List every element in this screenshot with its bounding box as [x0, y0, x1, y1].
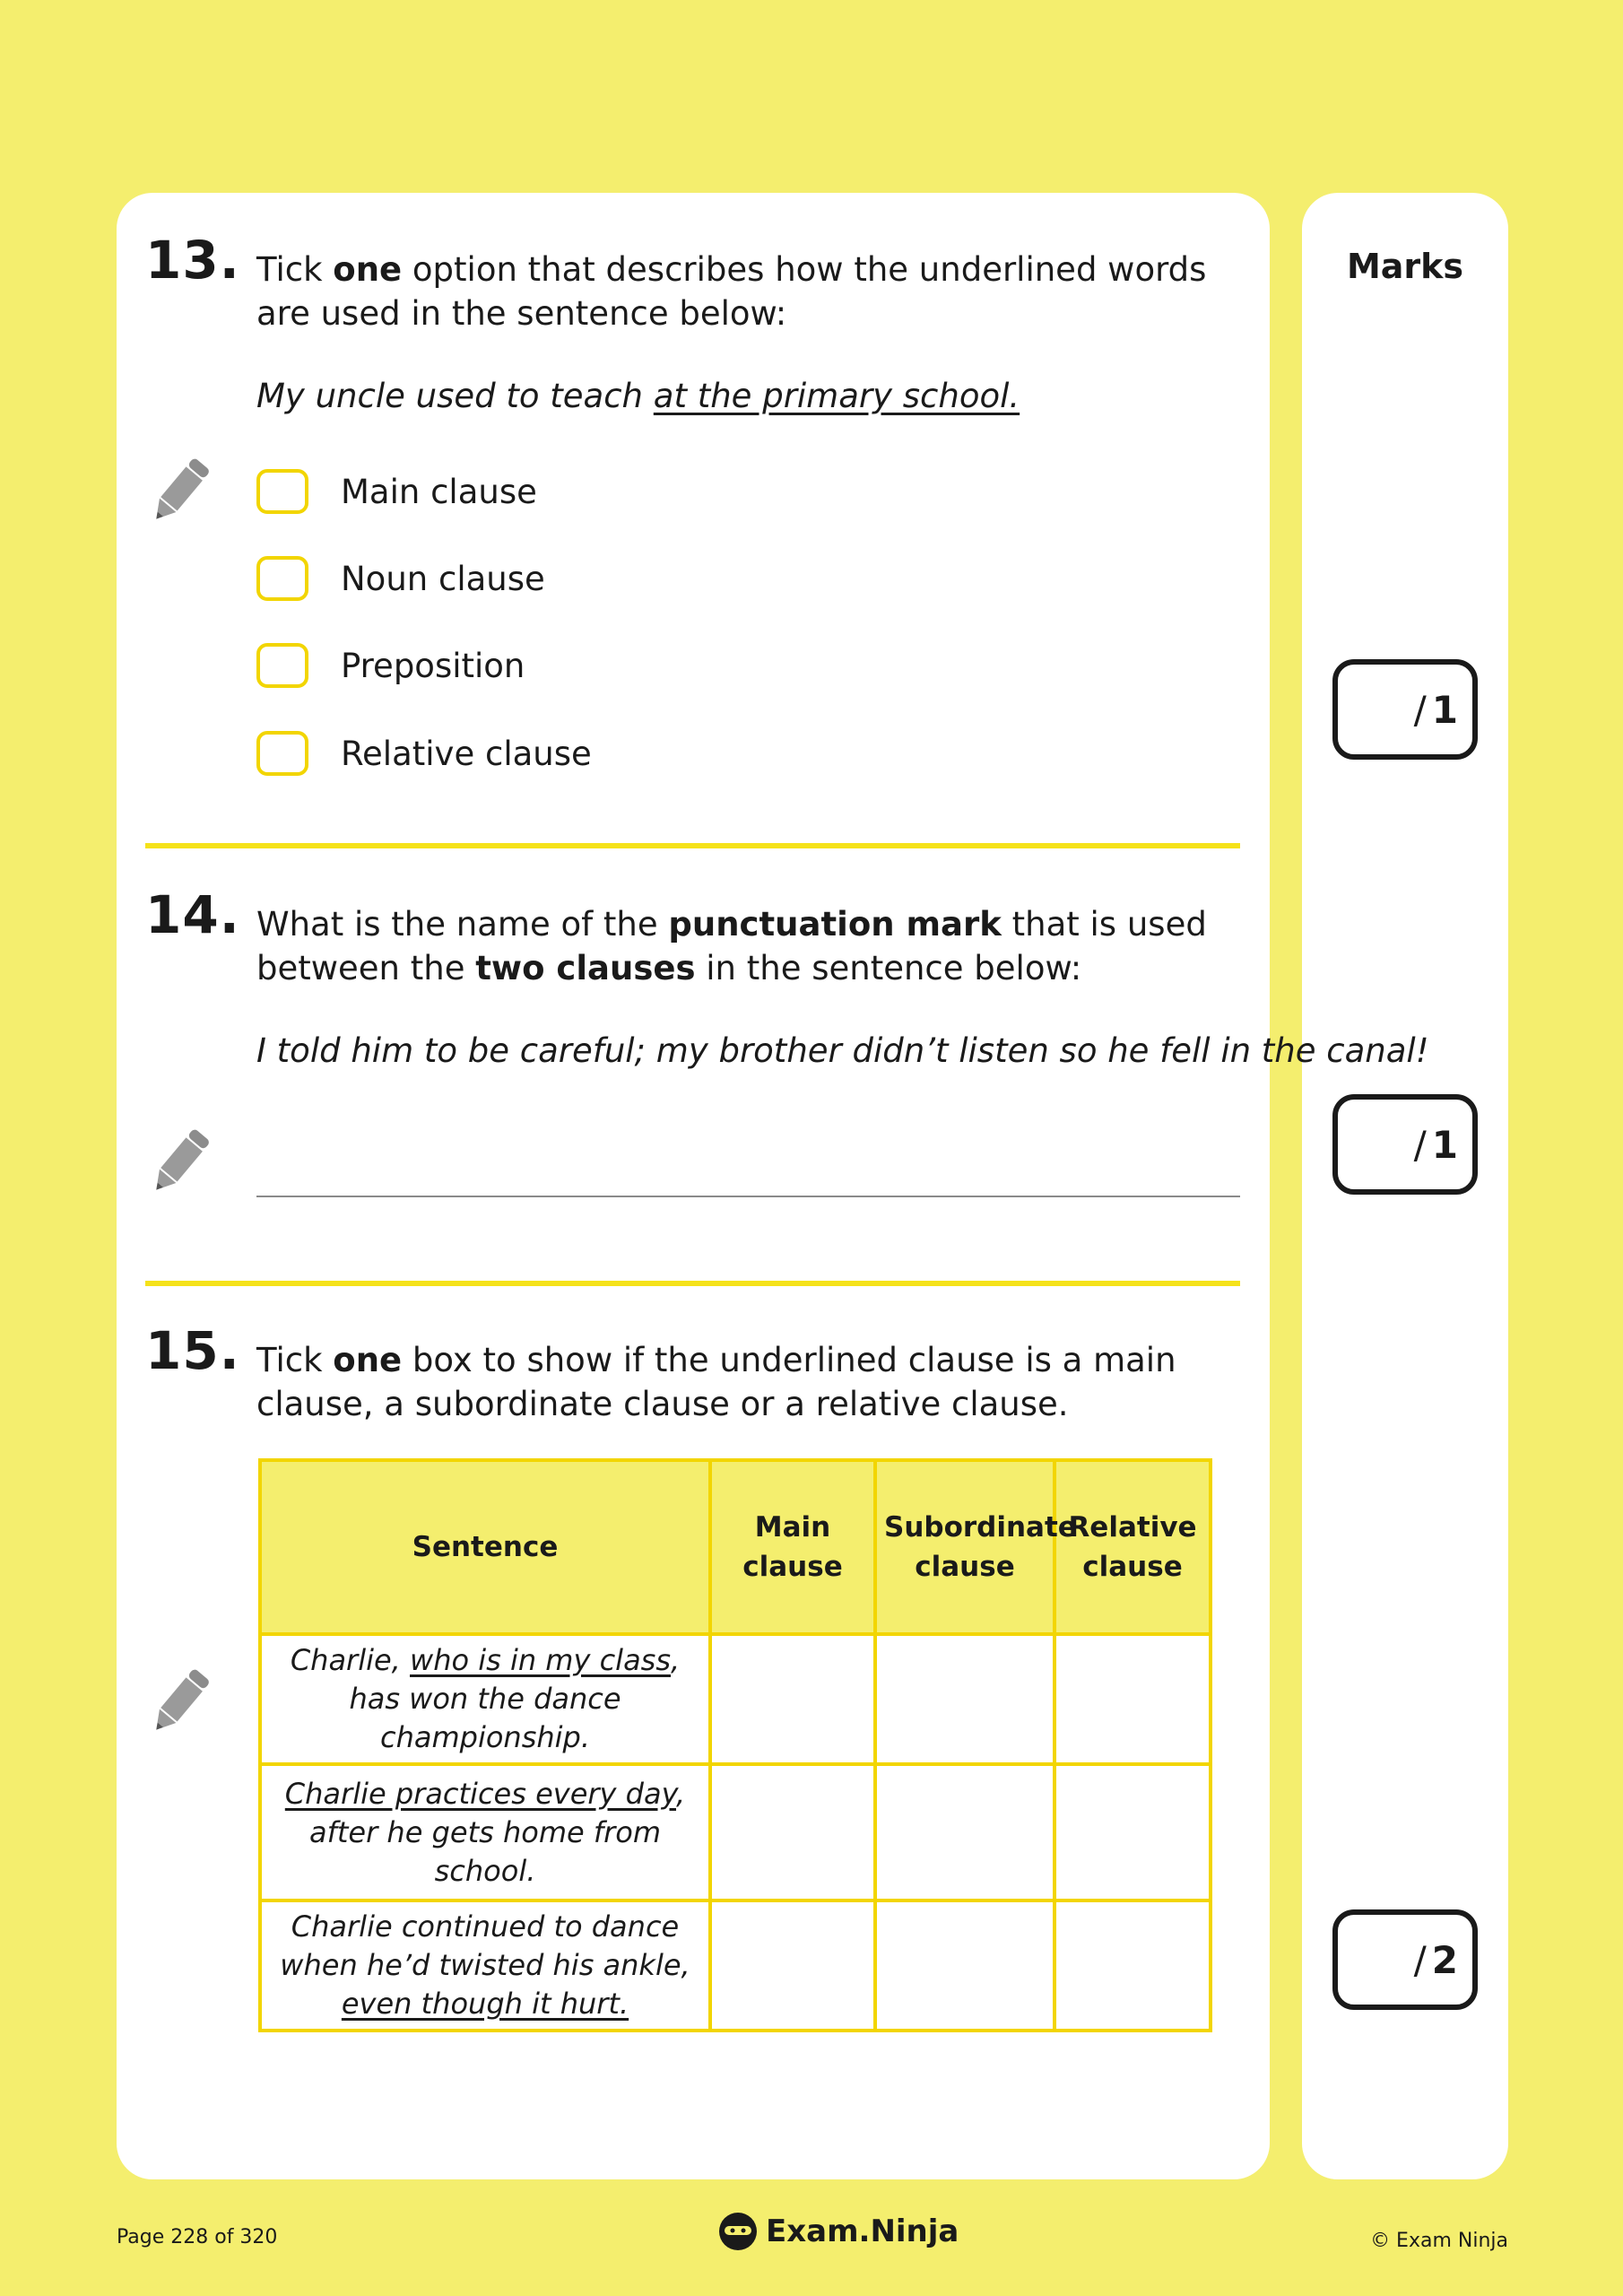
divider	[145, 843, 1240, 848]
pencil-icon	[143, 1126, 215, 1198]
checkbox[interactable]	[256, 556, 308, 601]
q13-mark-box[interactable]: / 1	[1332, 659, 1478, 760]
header-sentence: Sentence	[260, 1460, 710, 1634]
q15-mark-box[interactable]: / 2	[1332, 1909, 1478, 2010]
header-subordinate-clause: Subordinate clause	[875, 1460, 1055, 1634]
q14-mark-total: 1	[1431, 1122, 1458, 1167]
marks-title: Marks	[1346, 247, 1464, 286]
ninja-icon	[717, 2211, 759, 2252]
tick-cell-subordinate[interactable]	[875, 1900, 1055, 2031]
tick-cell-main[interactable]	[710, 1634, 875, 1764]
q13-sentence: My uncle used to teach at the primary school.	[256, 377, 1020, 415]
tick-cell-subordinate[interactable]	[875, 1764, 1055, 1900]
table-row	[260, 1764, 1211, 1900]
q13-option-main-clause[interactable]: Main clause	[256, 468, 537, 515]
row-sentence: Charlie, who is in my class, has won the dance championship.	[260, 1634, 710, 1764]
table-row	[260, 1634, 1211, 1764]
copyright: © Exam Ninja	[1370, 2230, 1508, 2252]
clause-table	[258, 1458, 1212, 2032]
q14-sentence: I told him to be careful; my brother didn’t listen so he fell in the canal!	[256, 1031, 1429, 1070]
q13-option-preposition[interactable]: Preposition	[256, 642, 525, 689]
header-relative-clause: Relative clause	[1055, 1460, 1211, 1634]
tick-cell-relative[interactable]	[1055, 1764, 1211, 1900]
logo-text: Exam.Ninja	[766, 2213, 959, 2249]
q14-answer-line[interactable]	[256, 1196, 1240, 1197]
checkbox[interactable]	[256, 643, 308, 688]
q13-instruction: Tick one option that describes how the underlined words are used in the sentence below:	[256, 250, 1207, 333]
tick-cell-relative[interactable]	[1055, 1900, 1211, 2031]
q14-instruction: What is the name of the punctuation mark that is used between the two clauses in the sentence below:	[256, 905, 1207, 987]
page-number: Page 228 of 320	[117, 2226, 278, 2248]
row-sentence: Charlie continued to dance when he’d twisted his ankle, even though it hurt.	[260, 1900, 710, 2031]
pencil-icon	[143, 1666, 215, 1738]
q13-option-noun-clause[interactable]: Noun clause	[256, 555, 545, 602]
header-main-clause: Main clause	[710, 1460, 875, 1634]
checkbox[interactable]	[256, 469, 308, 514]
q15-number: 15.	[145, 1320, 240, 1381]
tick-cell-relative[interactable]	[1055, 1634, 1211, 1764]
q13-mark-total: 1	[1431, 687, 1458, 732]
tick-cell-main[interactable]	[710, 1764, 875, 1900]
table-header-row	[260, 1460, 1211, 1634]
q13-option-relative-clause[interactable]: Relative clause	[256, 730, 592, 777]
q14-mark-box[interactable]: / 1	[1332, 1094, 1478, 1195]
tick-cell-subordinate[interactable]	[875, 1634, 1055, 1764]
pencil-icon	[143, 456, 215, 527]
exam-ninja-logo	[717, 2211, 959, 2252]
tick-cell-main[interactable]	[710, 1900, 875, 2031]
q15-mark-total: 2	[1431, 1937, 1458, 1982]
table-row	[260, 1900, 1211, 2031]
q13-underlined-words: at the primary school.	[653, 377, 1020, 415]
divider	[145, 1281, 1240, 1286]
row-sentence: Charlie practices every day, after he gets home from school.	[260, 1764, 710, 1900]
checkbox[interactable]	[256, 731, 308, 776]
q14-number: 14.	[145, 884, 240, 945]
q13-number: 13.	[145, 230, 240, 291]
q15-instruction: Tick one box to show if the underlined clause is a main clause, a subordinate clause or a relative clause.	[256, 1341, 1176, 1423]
marks-column	[1302, 193, 1508, 2179]
